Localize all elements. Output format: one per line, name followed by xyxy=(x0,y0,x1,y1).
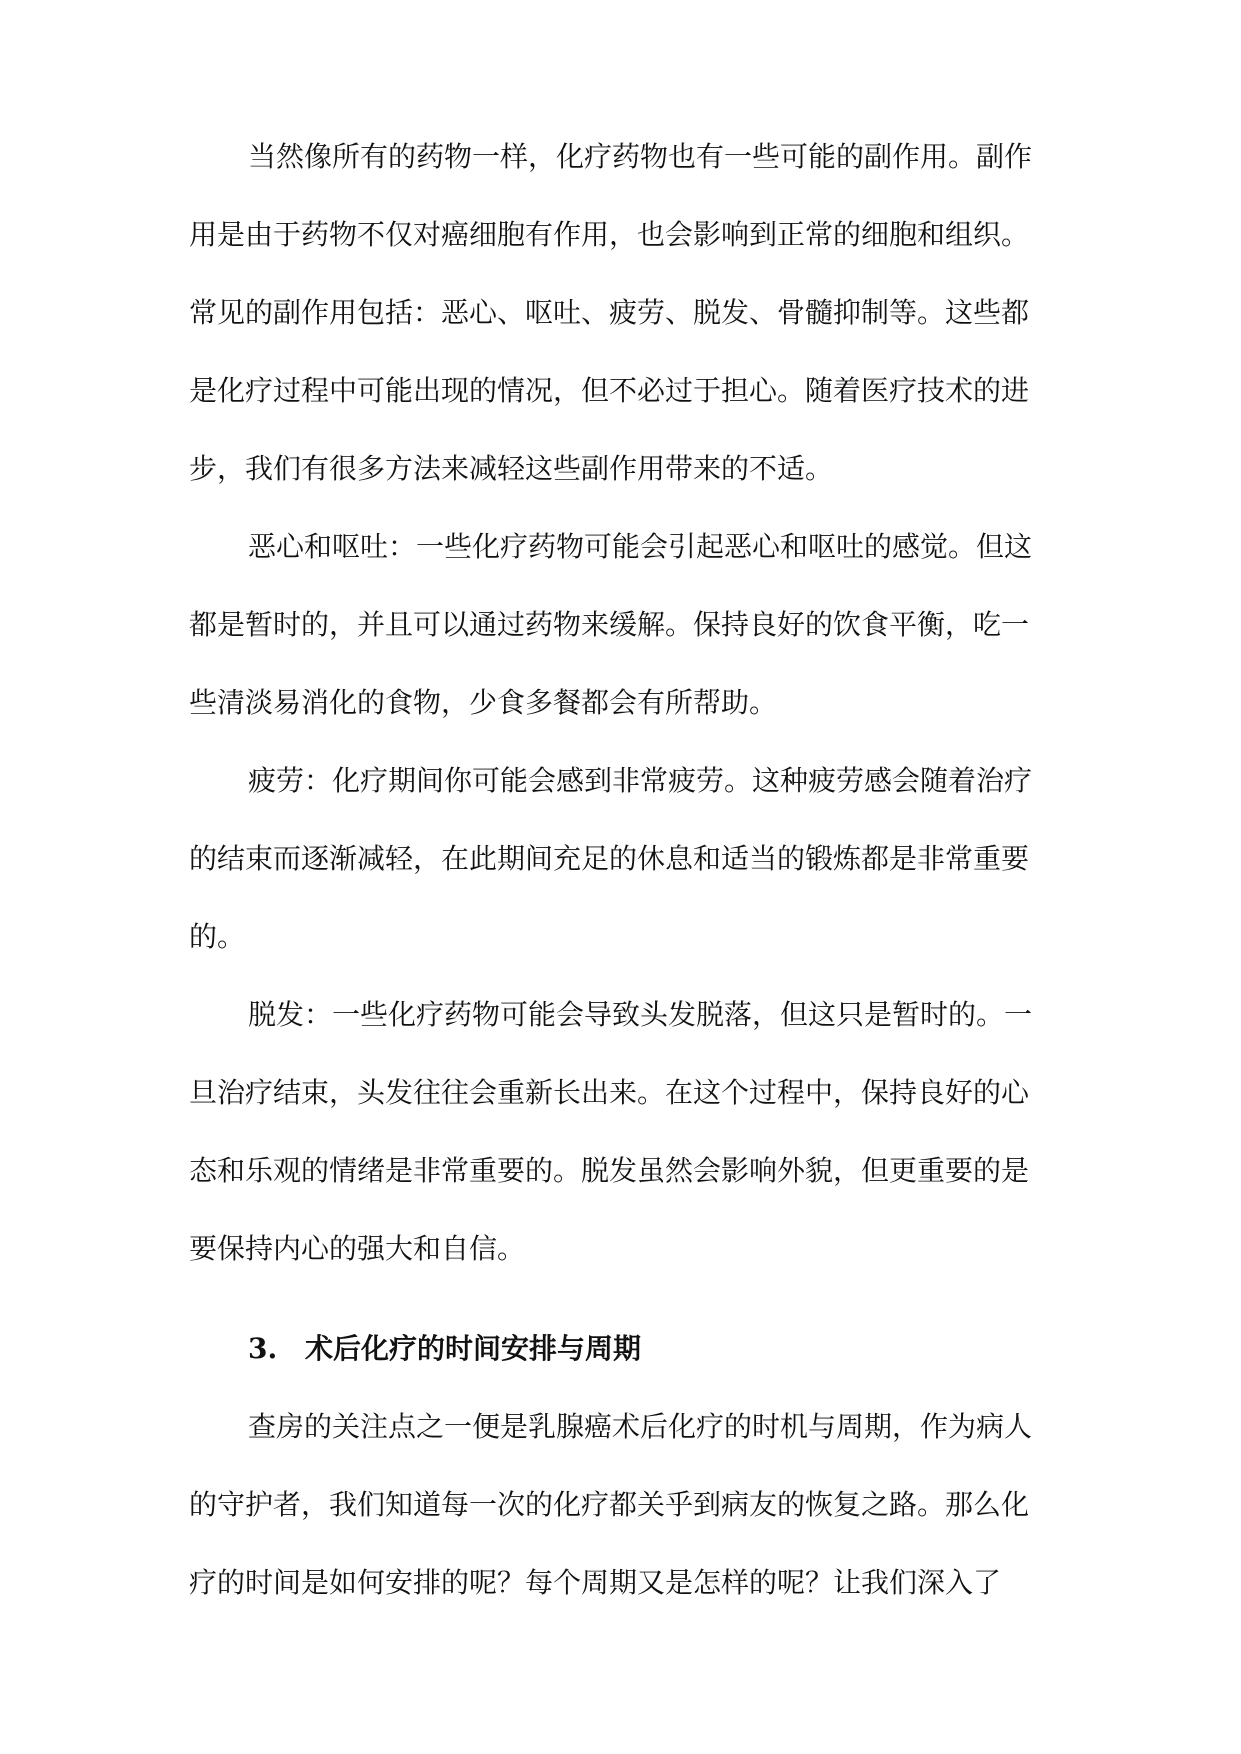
paragraph-3-line-1: 疲劳：化疗期间你可能会感到非常疲劳。这种疲劳感会随着治疗 xyxy=(248,764,1033,797)
paragraph-4-line-3: 态和乐观的情绪是非常重要的。脱发虽然会影响外貌，但更重要的是 xyxy=(189,1154,1030,1187)
paragraph-4-line-1: 脱发：一些化疗药物可能会导致头发脱落，但这只是暂时的。一 xyxy=(248,998,1033,1031)
section-heading-title: 术后化疗的时间安排与周期 xyxy=(305,1332,642,1365)
final-paragraph-line-2: 的守护者，我们知道每一次的化疗都关乎到病友的恢复之路。那么化 xyxy=(189,1488,1030,1521)
paragraph-1-line-1: 当然像所有的药物一样，化疗药物也有一些可能的副作用。副作 xyxy=(248,140,1033,173)
paragraph-1-line-2: 用是由于药物不仅对癌细胞有作用，也会影响到正常的细胞和组织。 xyxy=(189,218,1030,251)
paragraph-2-line-2: 都是暂时的，并且可以通过药物来缓解。保持良好的饮食平衡，吃一 xyxy=(189,608,1030,641)
paragraph-1-line-5: 步，我们有很多方法来减轻这些副作用带来的不适。 xyxy=(189,452,834,485)
final-paragraph-line-3: 疗的时间是如何安排的呢？每个周期又是怎样的呢？让我们深入了 xyxy=(189,1566,1002,1599)
paragraph-1-line-3: 常见的副作用包括：恶心、呕吐、疲劳、脱发、骨髓抑制等。这些都 xyxy=(189,296,1030,329)
paragraph-3-line-2: 的结束而逐渐减轻，在此期间充足的休息和适当的锻炼都是非常重要 xyxy=(189,842,1030,875)
paragraph-1-line-4: 是化疗过程中可能出现的情况，但不必过于担心。随着医疗技术的进 xyxy=(189,374,1030,407)
paragraph-2-line-3: 些清淡易消化的食物，少食多餐都会有所帮助。 xyxy=(189,686,778,719)
paragraph-3-line-3: 的。 xyxy=(189,920,246,953)
final-paragraph-line-1: 查房的关注点之一便是乳腺癌术后化疗的时机与周期，作为病人 xyxy=(248,1410,1033,1443)
paragraph-4-line-4: 要保持内心的强大和自信。 xyxy=(189,1232,526,1265)
section-heading-number: 3. xyxy=(248,1332,278,1365)
paragraph-4-line-2: 旦治疗结束，头发往往会重新长出来。在这个过程中，保持良好的心 xyxy=(189,1076,1030,1109)
section-heading xyxy=(0,1329,1241,1369)
paragraph-2-line-1: 恶心和呕吐：一些化疗药物可能会引起恶心和呕吐的感觉。但这 xyxy=(248,530,1033,563)
